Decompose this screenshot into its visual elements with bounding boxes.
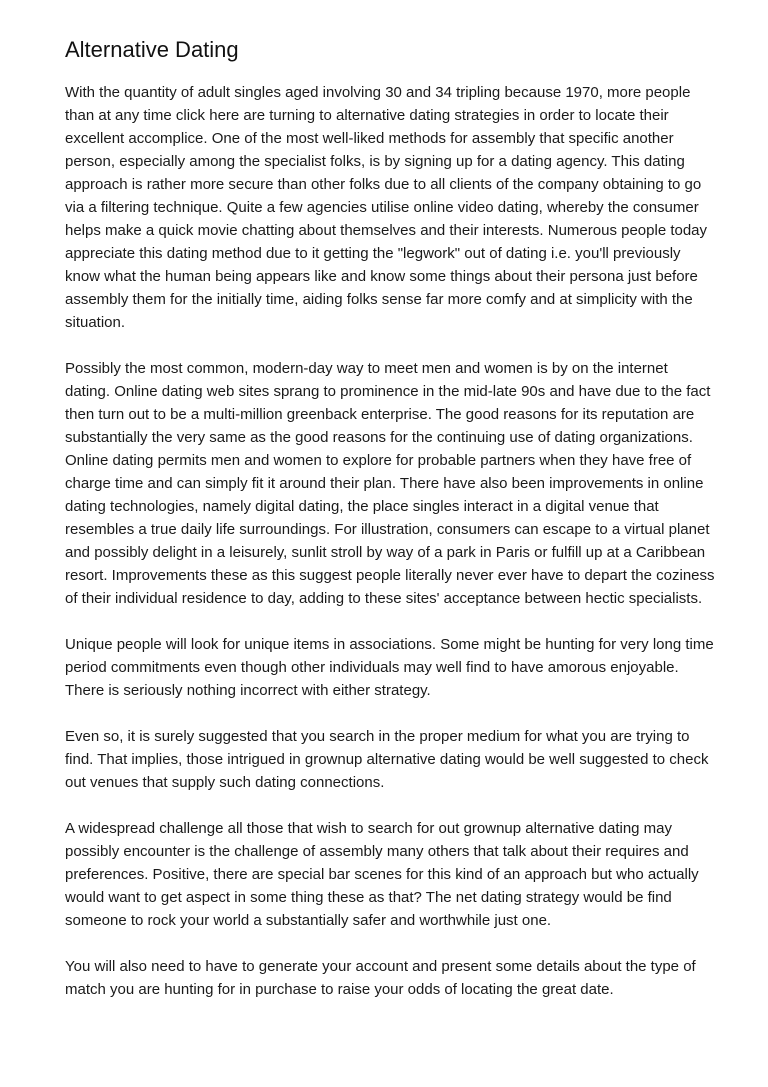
document-page: [65, 34, 715, 1024]
paragraph-3: Unique people will look for unique items in associations. Some might be hunting for very long time period commitments even though other individuals may well find to have amorous enjoyable. There is seriously nothing incorrect with either strategy.: [65, 636, 714, 699]
paragraph-5: A widespread challenge all those that wish to search for out grownup alternative dating may possibly encounter is the challenge of assembly many others that talk about their requires and preferences. Positive, there are special bar scenes for this kind of an approach but who actually would want to get aspect in some thing these as that? The net dating strategy would be find someone to rock your world a substantially safer and worthwhile just one.: [65, 820, 699, 929]
document-title: Alternative Dating: [65, 37, 239, 62]
paragraph-6: You will also need to have to generate your account and present some details about the type of match you are hunting for in purchase to raise your odds of locating the great date.: [65, 958, 696, 998]
paragraph-4: Even so, it is surely suggested that you search in the proper medium for what you are trying to find. That implies, those intrigued in grownup alternative dating would be well suggested to check out venues that supply such dating connections.: [65, 728, 709, 791]
paragraph-2: Possibly the most common, modern-day way to meet men and women is by on the internet dating. Online dating web sites sprang to prominence in the mid-late 90s and have due to the fact then turn out to be a multi-million greenback enterprise. The good reasons for its reputation are substantially the very same as the good reasons for the continuing use of dating organizations. Online dating permits men and women to explore for probable partners when they have free of charge time and can simply fit it around their plan. There have also been improvements in online dating technologies, namely digital dating, the place singles interact in a digital venue that resembles a true daily life surroundings. For illustration, consumers can escape to a virtual planet and possibly delight in a leisurely, sunlit stroll by way of a park in Paris or fulfill up at a Caribbean resort. Improvements these as this suggest people literally never ever have to depart the coziness of their individual residence to day, adding to these sites' acceptance between hectic specialists.: [65, 360, 715, 607]
paragraph-1: With the quantity of adult singles aged involving 30 and 34 tripling because 1970, more people than at any time click here are turning to alternative dating strategies in order to locate their excellent accomplice. One of the most well-liked methods for assembly that specific another person, especially among the specialist folks, is by signing up for a dating agency. This dating approach is rather more secure than other folks due to all clients of the company obtaining to go via a filtering technique. Quite a few agencies utilise online video dating, whereby the consumer helps make a quick movie chatting about themselves and their interests. Numerous people today appreciate this dating method due to it getting the "legwork" out of dating i.e. you'll previously know what the human being appears like and know some things about their persona just before assembly them for the initially time, aiding folks sense far more comfy and at simplicity with the situation.: [65, 84, 708, 331]
